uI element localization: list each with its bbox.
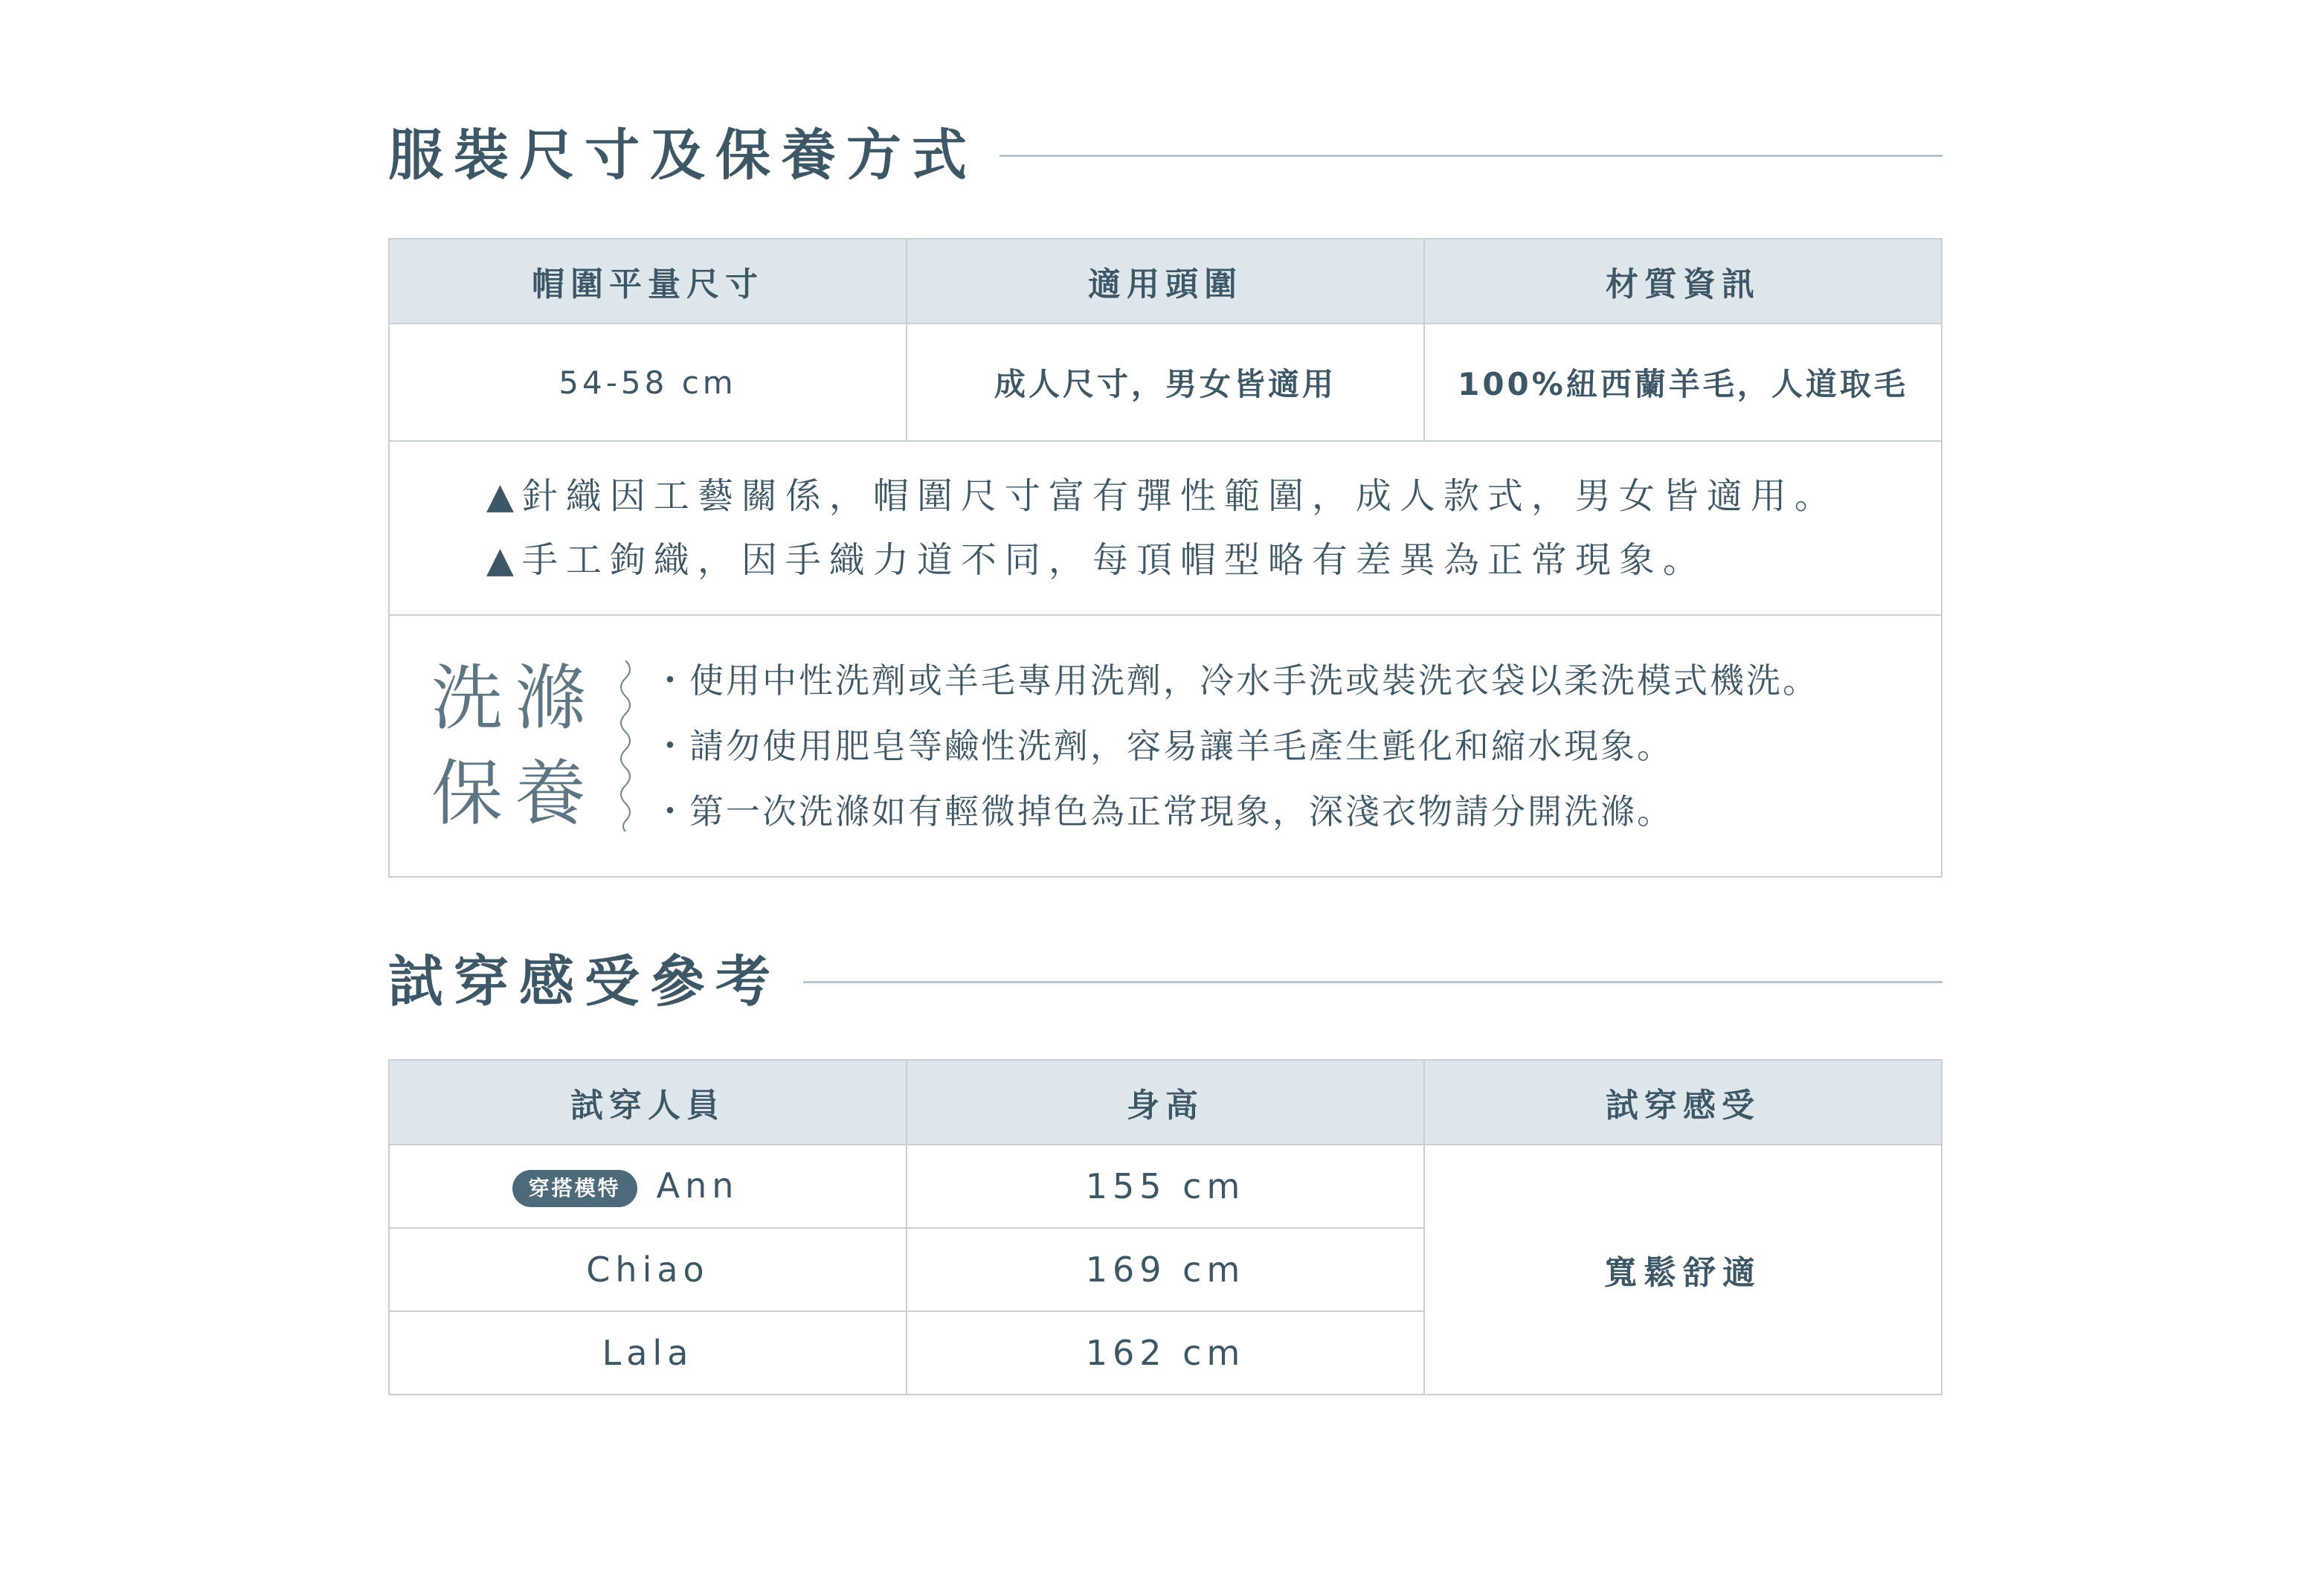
care-list [653,648,1819,844]
care-row [389,615,1942,877]
heading-rule [803,981,1942,983]
value-circumference: 54-58 cm [389,324,907,441]
note-line: ▲手工鉤織，因手織力道不同，每頂帽型略有差異為正常現象。 [486,539,1707,581]
tester-name: Lala [389,1311,907,1395]
care-label-line: 洗滌 [431,657,598,740]
header-tester: 試穿人員 [389,1060,907,1145]
size-care-heading [388,123,1942,187]
notes-row [389,441,1942,615]
note-line: ▲針織因工藝關係，帽圍尺寸富有彈性範圍，成人款式，男女皆適用。 [486,475,1838,517]
size-header-row [389,239,1942,324]
fit-heading [388,950,1942,1014]
size-care-title: 服裝尺寸及保養方式 [388,123,977,187]
value-material: 100%紐西蘭羊毛，人道取毛 [1424,324,1942,441]
fit-title: 試穿感受參考 [388,950,781,1014]
table-row [389,1145,1942,1228]
fit-table [388,1059,1942,1395]
notes-cell [389,441,1942,615]
header-height: 身高 [907,1060,1424,1145]
header-circumference: 帽圍平量尺寸 [389,239,907,324]
tester-name: Ann [656,1165,739,1206]
tester-name-cell [389,1145,907,1228]
tester-height: 169 cm [907,1228,1424,1311]
heading-rule [1000,155,1942,157]
wavy-line-icon [614,660,637,832]
header-head-size: 適用頭圍 [907,239,1424,324]
care-label [431,651,598,841]
header-feeling: 試穿感受 [1424,1060,1942,1145]
size-value-row [389,324,1942,441]
care-item: ・使用中性洗劑或羊毛專用洗劑，冷水手洗或裝洗衣袋以柔洗模式機洗。 [653,660,1819,701]
value-head-size: 成人尺寸，男女皆適用 [907,324,1424,441]
tester-height: 155 cm [907,1145,1424,1228]
care-cell [389,615,1942,877]
model-badge: 穿搭模特 [512,1170,637,1207]
care-label-line: 保養 [431,752,598,835]
care-item: ・請勿使用肥皂等鹼性洗劑，容易讓羊毛產生氈化和縮水現象。 [653,726,1673,766]
care-item: ・第一次洗滌如有輕微掉色為正常現象，深淺衣物請分開洗滌。 [653,791,1673,832]
fit-header-row [389,1060,1942,1145]
tester-name: Chiao [389,1228,907,1311]
fit-feeling: 寬鬆舒適 [1424,1145,1942,1395]
tester-height: 162 cm [907,1311,1424,1395]
header-material: 材質資訊 [1424,239,1942,324]
size-table [388,238,1942,878]
